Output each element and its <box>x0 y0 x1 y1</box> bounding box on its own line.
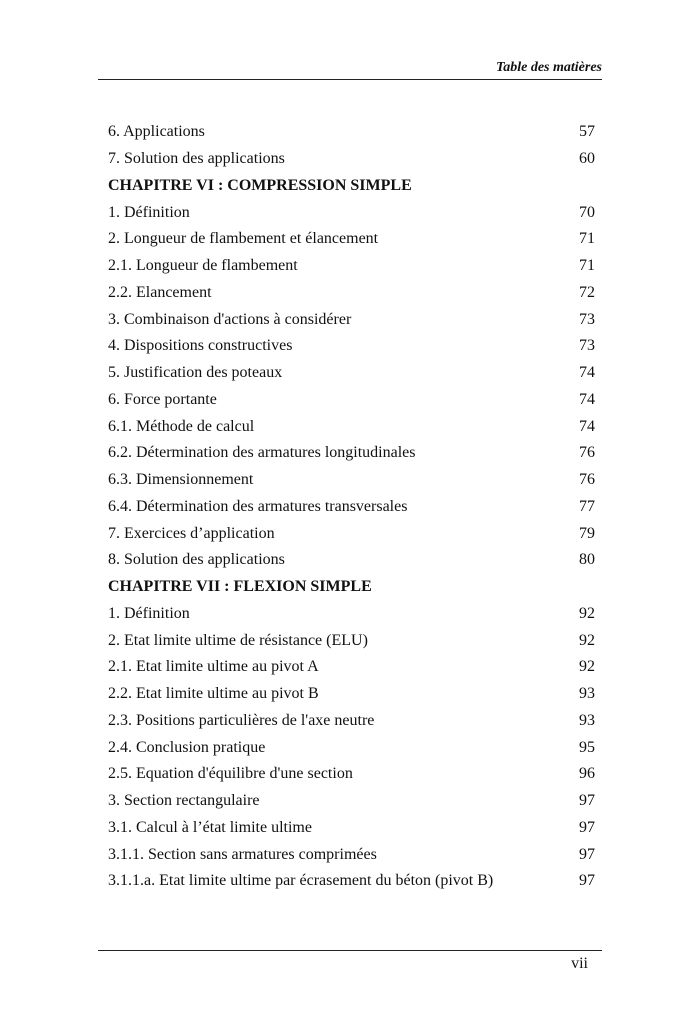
toc-entry <box>108 761 595 788</box>
toc-chapter-heading <box>108 574 595 601</box>
toc-entry-page: 57 <box>579 123 595 141</box>
toc-entry-label: 3. Section rectangulaire <box>108 792 260 810</box>
toc-entry <box>108 520 595 547</box>
toc-entry <box>108 547 595 574</box>
toc-entry <box>108 387 595 414</box>
toc-entry-label: 2.2. Etat limite ultime au pivot B <box>108 685 319 703</box>
toc-entry <box>108 681 595 708</box>
toc-entry <box>108 467 595 494</box>
toc-entry-page: 74 <box>579 364 595 382</box>
toc-entry <box>108 627 595 654</box>
toc-entry-page: 79 <box>579 524 595 542</box>
toc-entry-page: 96 <box>579 765 595 783</box>
toc-entry-page: 60 <box>579 150 595 168</box>
toc-entry-label: 2. Etat limite ultime de résistance (ELU) <box>108 631 368 649</box>
footer-page-number: vii <box>571 955 588 972</box>
toc-entry-page: 97 <box>579 872 595 890</box>
toc-entry-label: 8. Solution des applications <box>108 551 285 569</box>
toc-entry-page: 74 <box>579 417 595 435</box>
toc-entry-page: 93 <box>579 685 595 703</box>
toc-entry <box>108 413 595 440</box>
toc-entry <box>108 146 595 173</box>
toc-entry-label: CHAPITRE VI : COMPRESSION SIMPLE <box>108 176 412 194</box>
toc-entry <box>108 226 595 253</box>
toc-entry-label: 7. Solution des applications <box>108 150 285 168</box>
toc-entry-page: 73 <box>579 337 595 355</box>
toc-entry <box>108 654 595 681</box>
toc-entry-label: 6. Applications <box>108 123 205 141</box>
toc-entry-label: 7. Exercices d’application <box>108 524 275 542</box>
toc-entry <box>108 360 595 387</box>
toc-entry-label: 6.4. Détermination des armatures transversales <box>108 497 408 515</box>
toc-entry-label: 5. Justification des poteaux <box>108 364 283 382</box>
toc-entry-page: 97 <box>579 845 595 863</box>
toc-entry-label: 6.1. Méthode de calcul <box>108 417 255 435</box>
toc-entry <box>108 841 595 868</box>
toc-entry-label: 2.2. Elancement <box>108 283 212 301</box>
toc-entry-page: 95 <box>579 738 595 756</box>
toc-entry-page: 76 <box>579 444 595 462</box>
toc-entry-page: 92 <box>579 604 595 622</box>
toc-entry-page: 97 <box>579 818 595 836</box>
toc-entry-label: 3.1. Calcul à l’état limite ultime <box>108 818 312 836</box>
toc-entry-label: 2.1. Etat limite ultime au pivot A <box>108 658 319 676</box>
toc-entry-label: CHAPITRE VII : FLEXION SIMPLE <box>108 578 372 596</box>
toc-entry-page: 71 <box>579 257 595 275</box>
toc-entry <box>108 868 595 895</box>
toc-entry-page: 72 <box>579 283 595 301</box>
toc-entry-label: 2.5. Equation d'équilibre d'une section <box>108 765 353 783</box>
toc-entry-page: 73 <box>579 310 595 328</box>
toc-entry-label: 2. Longueur de flambement et élancement <box>108 230 379 248</box>
toc-entry <box>108 601 595 628</box>
toc-entry-label: 2.1. Longueur de flambement <box>108 257 298 275</box>
toc-entry <box>108 280 595 307</box>
toc-entry <box>108 788 595 815</box>
toc-chapter-heading <box>108 173 595 200</box>
toc-entry-label: 1. Définition <box>108 203 190 221</box>
toc-entry-label: 6. Force portante <box>108 390 217 408</box>
toc-entry-label: 1. Définition <box>108 604 190 622</box>
toc-entry-page: 97 <box>579 792 595 810</box>
toc-entry <box>108 199 595 226</box>
toc-entry <box>108 253 595 280</box>
toc-entry-label: 4. Dispositions constructives <box>108 337 293 355</box>
toc-entry <box>108 815 595 842</box>
toc-entry-page: 80 <box>579 551 595 569</box>
toc-entry-page: 76 <box>579 471 595 489</box>
toc-entry-page: 70 <box>579 203 595 221</box>
toc-entry-label: 3. Combinaison d'actions à considérer <box>108 310 352 328</box>
toc-entry-page: 74 <box>579 390 595 408</box>
toc-entry <box>108 708 595 735</box>
toc-entry-page: 92 <box>579 658 595 676</box>
toc-entry-page: 93 <box>579 711 595 729</box>
toc-entry <box>108 306 595 333</box>
footer-divider <box>98 950 602 951</box>
table-of-contents <box>108 119 595 895</box>
toc-entry-label: 3.1.1. Section sans armatures comprimées <box>108 845 377 863</box>
header-divider <box>98 79 602 80</box>
toc-entry-label: 2.4. Conclusion pratique <box>108 738 266 756</box>
toc-entry-label: 3.1.1.a. Etat limite ultime par écrasement du béton (pivot B) <box>108 872 494 890</box>
toc-entry-page: 71 <box>579 230 595 248</box>
toc-entry <box>108 494 595 521</box>
toc-entry-page: 92 <box>579 631 595 649</box>
toc-entry <box>108 333 595 360</box>
toc-entry-label: 6.3. Dimensionnement <box>108 471 254 489</box>
toc-entry <box>108 734 595 761</box>
toc-entry <box>108 119 595 146</box>
running-header-title: Table des matières <box>495 60 602 75</box>
toc-entry-page: 77 <box>579 497 595 515</box>
toc-entry-label: 2.3. Positions particulières de l'axe neutre <box>108 711 375 729</box>
toc-entry-label: 6.2. Détermination des armatures longitudinales <box>108 444 416 462</box>
toc-entry <box>108 440 595 467</box>
